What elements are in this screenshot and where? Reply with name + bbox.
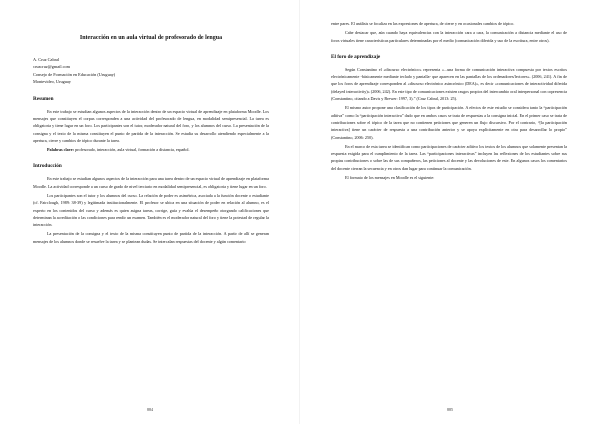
intro-heading: Introducción [33, 163, 62, 170]
foro-paragraph-2: El mismo autor propone una clasificación de los tipos de participación. A efectos de este estudio se considera tanto la “participación aditiva” como la “participación interactiva” dado que en ambos casos se trata de respuestas a la consigna inicial. En el primer caso se trata de contribuciones sobre el tópico de la tarea que no contienen peticiones que generen un flujo discursivo. Por el contrario, “[la participación interactiva] tiene un carácter de respuesta a una contribución anterior y se apoya explícitamente en otra para desarrollar lo propio” (Constantino, 2006: 250). [331, 105, 567, 140]
page-number-left: 884 [147, 407, 153, 412]
keywords-label: Palabras clave: [47, 147, 75, 153]
author-location: Montevideo, Uruguay [33, 79, 71, 85]
right-page [300, 0, 600, 424]
paper-title: Interacción en un aula virtual de profesorado de lengua [79, 35, 223, 41]
foro-paragraph-3: En el marco de esta tarea se identifican como participaciones de carácter aditivo los textos de los alumnos que solamente presentan la respuesta exigida para el cumplimiento de la tarea. Las “participaciones interactivas” incluyen las reflexiones de los estudiantes sobre sus propias contribuciones o sobre las de sus compañeros, las peticiones al docente y las devoluciones de este. En algunos casos los comentarios del docente cierran la secuencia y en otros dan lugar para continuar la comunicación. [331, 143, 567, 171]
right-column [331, 20, 567, 183]
left-column [33, 28, 269, 247]
intro-paragraph-3: La presentación de la consigna y el texto de la misma constituyen punto de partida de la interacción. A partir de allí se generan mensajes de los alumnos donde se resuelve la tarea y se plantean dudas. Se intercalan respuestas del docente y algún comentario [33, 231, 269, 244]
resumen-heading: Resumen [33, 95, 54, 102]
intro-paragraph-2: Los participantes son el tutor y los alumnos del curso. La relación de poder es asimétrica, asociada a la función docente o estudiante (cf. Fairclough, 1989: 38-39) y legitimada institucionalmente. El profesor se ubica en una situación de poder en relación al alumno, es el experto en los contenidos del curso y además es quien asigna tareas, corrige, guía y evalúa el desempeño otorgando calificaciones que determinan la acreditación o las condiciones para rendir un examen. También es el moderador natural del foro y tiene la potestad de regular la interacción. [33, 193, 269, 228]
foro-paragraph-4: El formato de los mensajes en Moodle es el siguiente: [345, 175, 435, 181]
resumen-text: En este trabajo se estudian algunos aspectos de la interacción dentro de un espacio virtual de aprendizaje en plataforma Moodle. Los mensajes que constituyen el corpus corresponden a una actividad del profesorado de lengua, en modalidad semipresencial. La tarea es obligatoria y tiene lugar en un foro. Los participantes son el tutor, moderador natural del foro, y los alumnos del curso. La presentación de la consigna y el texto de la misma constituyen el punto de partida de la interacción. Se estudia su desarrollo atendiendo especialmente a la apertura, cierre y cambios de tópico durante la tarea. [33, 108, 269, 143]
author-affiliation: Consejo de Formación en Educación (Uruguay) [33, 71, 116, 77]
author-name: A. Cruz Cabral [33, 57, 60, 62]
paragraph-cabe: Cabe destacar que, aún cuando haya equivalencias con la interacción cara a cara, la comunicación a distancia mediante el uso de foros virtuales tiene características particulares determinadas por el medio (comunicación diferida y uso de la escritura, entre otros). [331, 30, 567, 43]
foro-heading: El foro de aprendizaje [331, 53, 381, 60]
keywords-text: profesorado, interacción, aula virtual, formación a distancia, español. [75, 147, 190, 153]
intro-paragraph-1: En este trabajo se estudian algunos aspectos de la interacción para una tarea dentro de un espacio virtual de aprendizaje en plataforma Moodle. La actividad corresponde a un curso de grado de nivel terciario en modalidad semipresencial, es obligatoria y tiene lugar en un foro. [33, 176, 269, 189]
foro-paragraph-1: Según Constantino el «discurso electrónico» representa «...una forma de comunicación interactiva compuesta por textos escritos electrónicamente -básicamente mediante teclado y pantalla- que aparecen en las pantallas de los ordenadores/lectores». (2006, 241). A fin de que los foros de aprendizaje corresponden al «discurso electrónico asincrónico (DEA)», es decir «comunicaciones de interactividad diferida (delayed interactivity)» (2006, 242). En este tipo de comunicaciones existen rasgos propios del intercambio oral interpersonal con copresencia (Constantino, citando a Davis y Brewer: 1997, 3).” (Cruz Cabral, 2013: 25). [331, 66, 567, 102]
page-number-right: 885 [447, 407, 453, 412]
continued-paragraph: entre pares. El análisis se focaliza en las expresiones de apertura, de cierre y en ocasionales cambios de tópico. [331, 21, 515, 26]
author-block [33, 56, 269, 86]
author-email: cruzcruz@gmail.com [33, 64, 71, 70]
keywords [33, 146, 269, 153]
